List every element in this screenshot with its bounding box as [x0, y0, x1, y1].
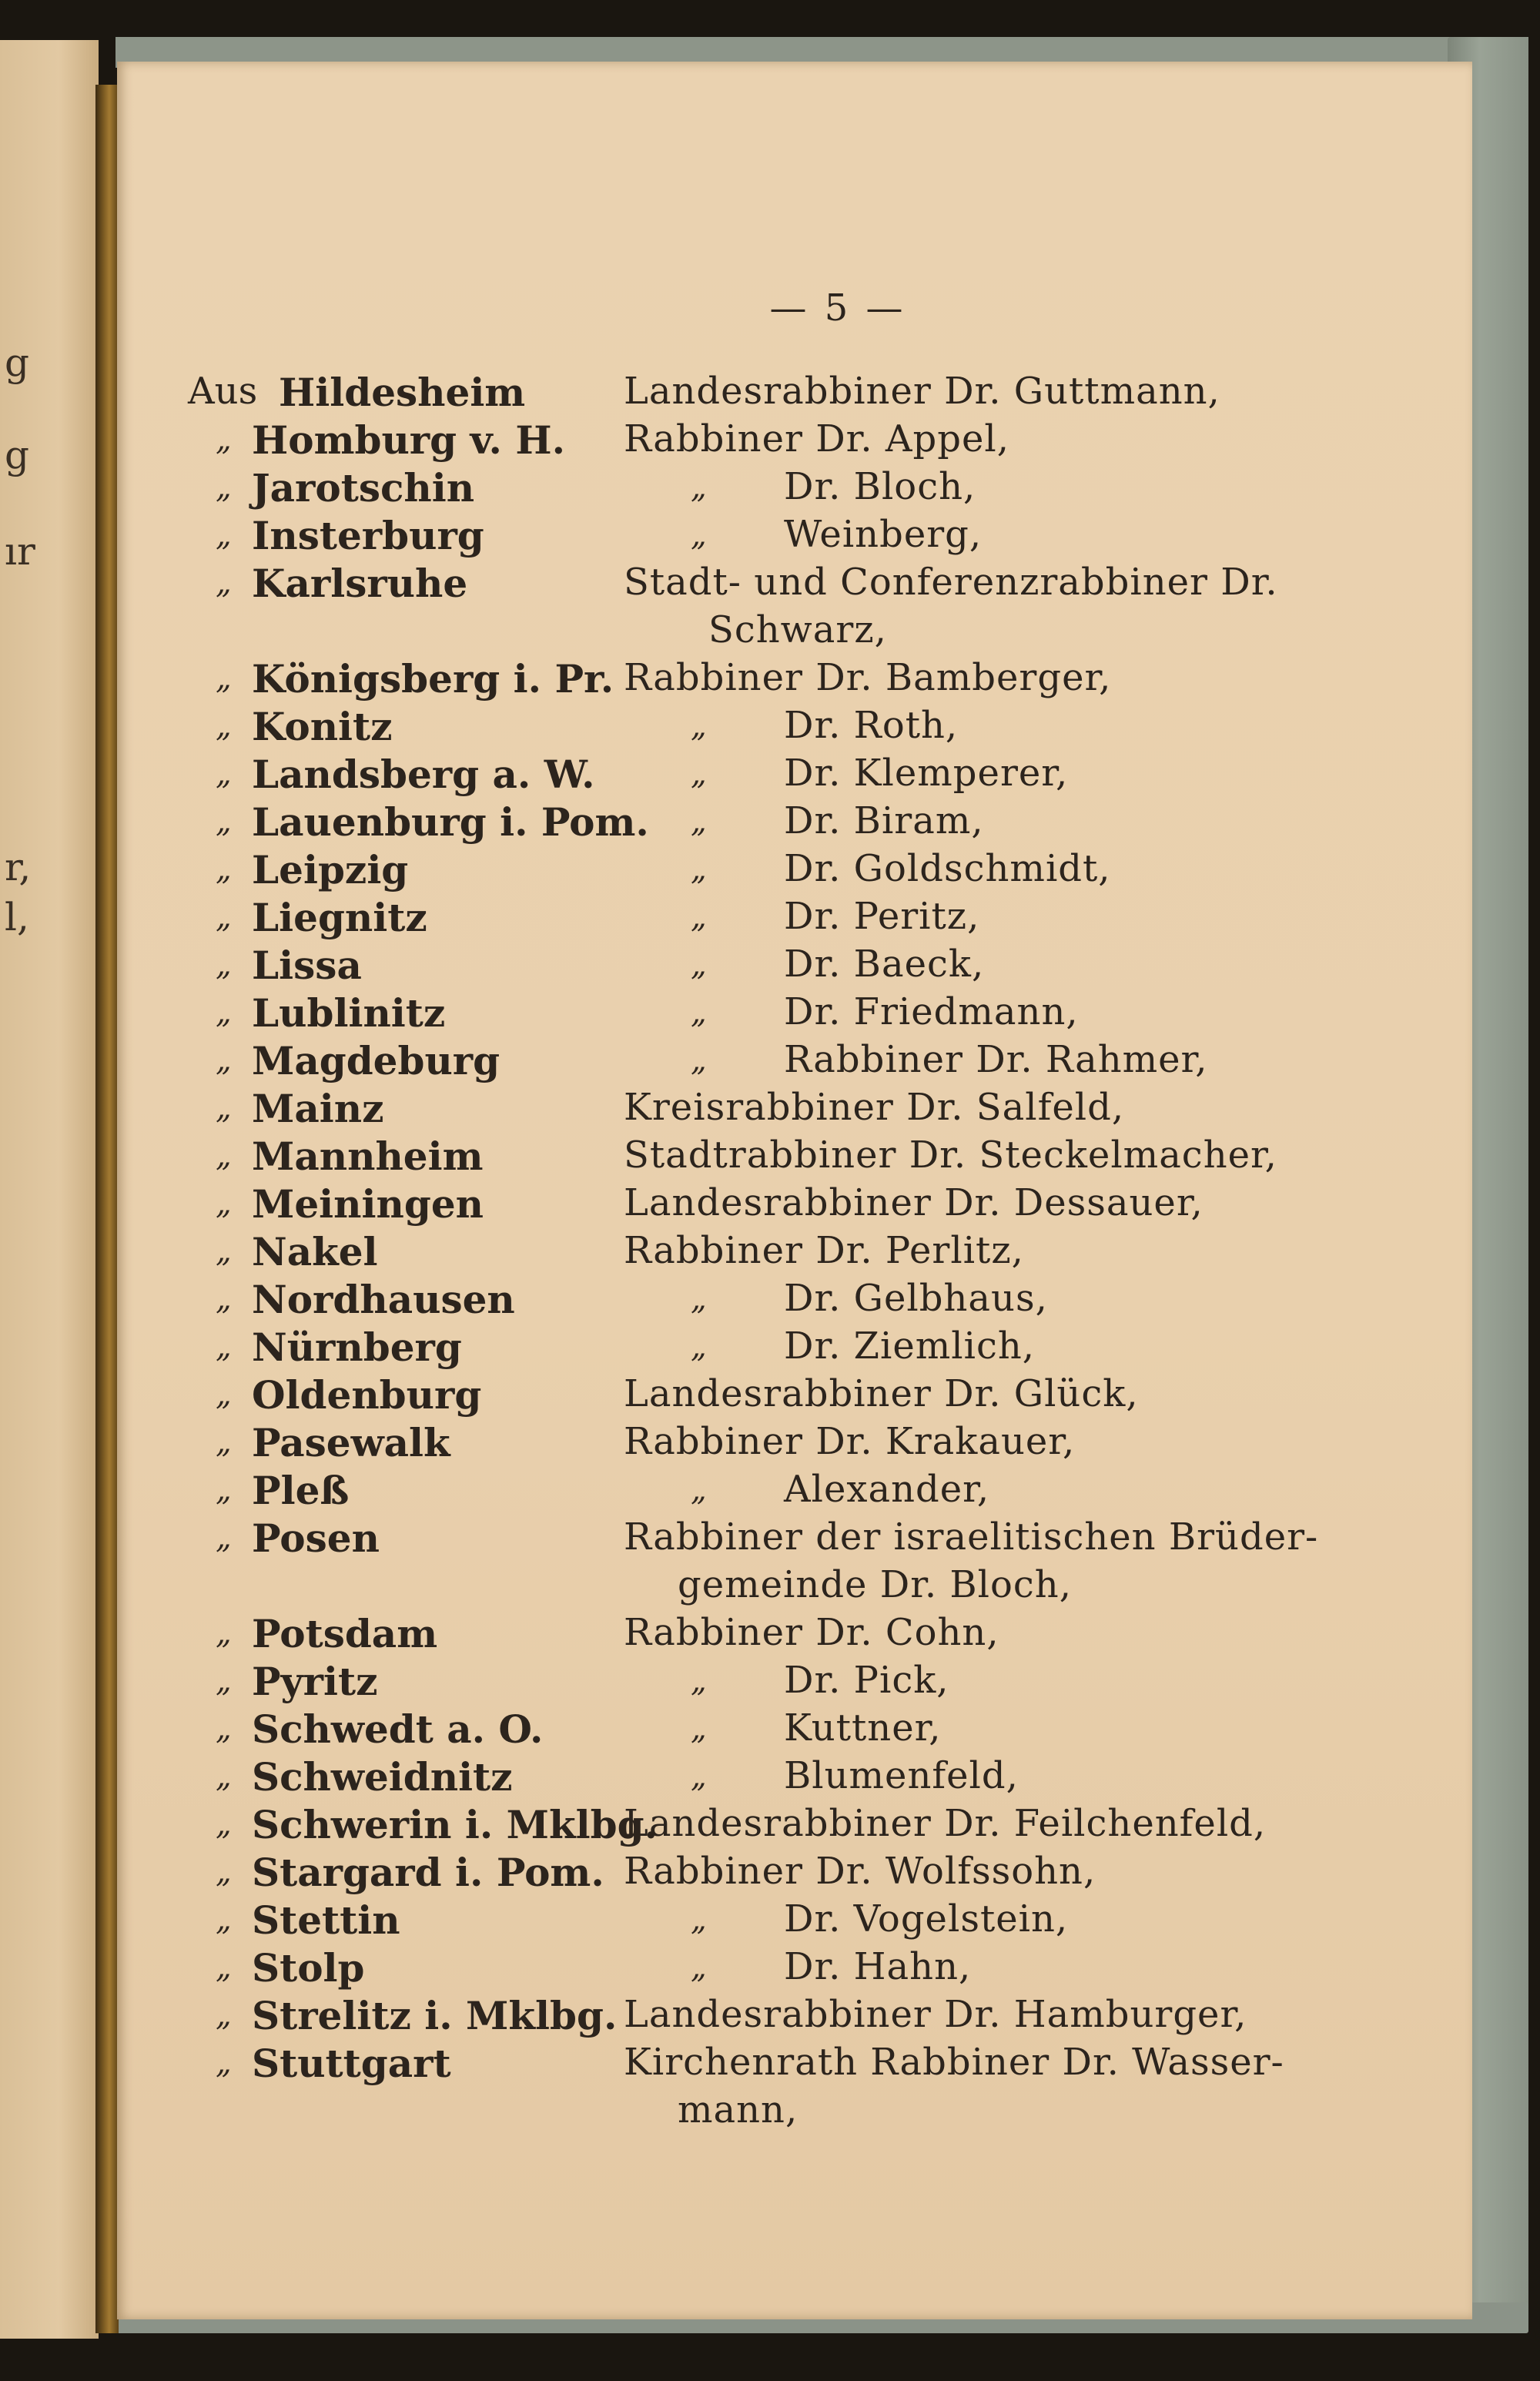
- place-name: Pleß: [252, 1468, 350, 1513]
- ditto-mark: „: [216, 852, 232, 887]
- ditto-mark: „: [216, 1234, 232, 1269]
- entry-row: [117, 1515, 1472, 1563]
- ditto-mark: „: [216, 470, 232, 505]
- entry-row: [117, 1468, 1472, 1515]
- ditto-mark: „: [216, 1090, 232, 1126]
- entry-row: [117, 1897, 1472, 1945]
- place-name: Königsberg i. Pr.: [252, 656, 614, 702]
- place-name: Nakel: [252, 1229, 378, 1274]
- place-name: Mainz: [252, 1086, 384, 1131]
- place-name: Leipzig: [252, 847, 409, 892]
- ditto-mark: „: [216, 1329, 232, 1365]
- ditto-mark: „: [216, 1138, 232, 1174]
- document-page: [117, 62, 1472, 2319]
- place-name: Pyritz: [252, 1659, 378, 1704]
- place-name: Stolp: [252, 1945, 365, 1991]
- rabbi-name: Rabbiner Dr. Bamberger,: [624, 656, 1112, 699]
- ditto-mark: „: [216, 1950, 232, 1985]
- entry-row: [117, 2041, 1472, 2088]
- ditto-mark: „: [691, 1902, 707, 1937]
- place-name: Schwedt a. O.: [252, 1706, 544, 1752]
- rabbi-name: Rabbiner Dr. Cohn,: [624, 1611, 999, 1654]
- place-name: Nürnberg: [252, 1324, 462, 1370]
- ditto-mark: „: [216, 1186, 232, 1221]
- rabbi-name: Stadt- und Conferenzrabbiner Dr.: [624, 561, 1278, 604]
- place-name: Stettin: [252, 1897, 400, 1943]
- ditto-mark: „: [691, 947, 707, 983]
- entry-row: [117, 1945, 1472, 1993]
- place-name: Liegnitz: [252, 895, 427, 940]
- rabbi-name-continuation: Schwarz,: [708, 608, 887, 651]
- left-page-fragment: ır: [5, 529, 35, 574]
- place-name: Stargard i. Pom.: [252, 1850, 604, 1895]
- ditto-mark: „: [216, 1759, 232, 1794]
- entry-row: [117, 1324, 1472, 1372]
- rabbi-name: Rabbiner der israelitischen Brüder-: [624, 1515, 1319, 1559]
- entry-row: [117, 752, 1472, 799]
- place-name: Meiningen: [252, 1181, 484, 1227]
- ditto-mark: „: [216, 804, 232, 839]
- rabbi-name: Kirchenrath Rabbiner Dr. Wasser-: [624, 2041, 1284, 2084]
- entry-row: [117, 656, 1472, 704]
- ditto-mark: „: [691, 852, 707, 887]
- ditto-mark: „: [216, 1472, 232, 1508]
- entry-row: [117, 513, 1472, 561]
- ditto-mark: „: [216, 1902, 232, 1937]
- ditto-mark: „: [216, 1281, 232, 1317]
- rabbi-name: Dr. Vogelstein,: [784, 1897, 1069, 1941]
- ditto-mark: „: [216, 947, 232, 983]
- ditto-mark: „: [691, 708, 707, 744]
- entry-row: [117, 799, 1472, 847]
- ditto-mark: „: [216, 1520, 232, 1556]
- entry-row: [117, 1611, 1472, 1659]
- rabbi-name: Dr. Roth,: [784, 704, 959, 747]
- place-name: Landsberg a. W.: [252, 752, 595, 797]
- rabbi-name: Rabbiner Dr. Krakauer,: [624, 1420, 1076, 1463]
- entry-continuation-row: [117, 1563, 1472, 1611]
- entry-row: [117, 1229, 1472, 1277]
- ditto-mark: „: [691, 995, 707, 1030]
- place-name: Nordhausen: [252, 1277, 515, 1322]
- place-name: Oldenburg: [252, 1372, 482, 1418]
- place-name: Lauenburg i. Pom.: [252, 799, 649, 845]
- entry-row: [117, 1659, 1472, 1706]
- entry-row: [117, 1181, 1472, 1229]
- ditto-mark: „: [216, 565, 232, 601]
- ditto-mark: „: [691, 1472, 707, 1508]
- rabbi-name: Dr. Baeck,: [784, 943, 985, 986]
- ditto-mark: „: [216, 1425, 232, 1460]
- rabbi-name: Dr. Klemperer,: [784, 752, 1069, 795]
- entry-row: [117, 1038, 1472, 1086]
- entry-row: [117, 990, 1472, 1038]
- ditto-mark: „: [691, 804, 707, 839]
- rabbi-name: Weinberg,: [784, 513, 983, 556]
- rabbi-name: Dr. Bloch,: [784, 465, 976, 508]
- entry-row: [117, 1850, 1472, 1897]
- entry-row: [117, 1802, 1472, 1850]
- ditto-mark: „: [216, 1377, 232, 1412]
- ditto-mark: „: [216, 1998, 232, 2033]
- rabbi-name: Landesrabbiner Dr. Feilchenfeld,: [624, 1802, 1267, 1845]
- entry-row: [117, 1372, 1472, 1420]
- rabbi-name-continuation: mann,: [678, 2088, 798, 2132]
- left-page-edge: [0, 40, 99, 2339]
- entry-row: [117, 1754, 1472, 1802]
- ditto-mark: „: [691, 1950, 707, 1985]
- place-name: Jarotschin: [252, 465, 475, 511]
- ditto-mark: „: [216, 1807, 232, 1842]
- ditto-mark: „: [216, 756, 232, 792]
- rabbi-name: Alexander,: [784, 1468, 990, 1511]
- ditto-mark: „: [216, 899, 232, 935]
- ditto-mark: „: [216, 1663, 232, 1699]
- place-name: Insterburg: [252, 513, 484, 558]
- ditto-mark: „: [691, 1711, 707, 1746]
- place-name: Mannheim: [252, 1134, 484, 1179]
- rabbi-name: Dr. Goldschmidt,: [784, 847, 1111, 890]
- rabbi-name: Landesrabbiner Dr. Glück,: [624, 1372, 1139, 1415]
- ditto-mark: „: [691, 1043, 707, 1078]
- ditto-mark: „: [691, 1663, 707, 1699]
- rabbi-name: Rabbiner Dr. Appel,: [624, 417, 1009, 460]
- entry-row: [117, 895, 1472, 943]
- rabbi-name: Rabbiner Dr. Perlitz,: [624, 1229, 1024, 1272]
- entry-row: [117, 417, 1472, 465]
- left-page-fragment: g: [5, 433, 30, 477]
- rabbi-name: Stadtrabbiner Dr. Steckelmacher,: [624, 1134, 1277, 1177]
- entry-row: [117, 370, 1472, 417]
- entry-row: [117, 1706, 1472, 1754]
- ditto-mark: „: [216, 2045, 232, 2081]
- rabbi-name: Dr. Ziemlich,: [784, 1324, 1036, 1368]
- place-name: Magdeburg: [252, 1038, 500, 1083]
- place-name: Schweidnitz: [252, 1754, 513, 1800]
- ditto-mark: „: [216, 1043, 232, 1078]
- place-name: Hildesheim: [279, 370, 526, 415]
- rabbi-name: Kreisrabbiner Dr. Salfeld,: [624, 1086, 1125, 1129]
- place-name: Posen: [252, 1515, 380, 1561]
- rabbi-name: Kuttner,: [784, 1706, 942, 1750]
- place-name: Strelitz i. Mklbg.: [252, 1993, 618, 2038]
- entry-continuation-row: [117, 608, 1472, 656]
- ditto-mark: „: [691, 1759, 707, 1794]
- ditto-mark: „: [216, 1711, 232, 1746]
- entry-row: [117, 1134, 1472, 1181]
- place-name: Potsdam: [252, 1611, 438, 1656]
- entry-row: [117, 1277, 1472, 1324]
- place-name: Karlsruhe: [252, 561, 468, 606]
- entry-continuation-row: [117, 2088, 1472, 2136]
- ditto-mark: „: [216, 708, 232, 744]
- ditto-mark: „: [216, 1854, 232, 1890]
- rabbi-name: Dr. Gelbhaus,: [784, 1277, 1048, 1320]
- rabbi-name: Dr. Friedmann,: [784, 990, 1079, 1033]
- rabbi-name: Landesrabbiner Dr. Guttmann,: [624, 370, 1220, 413]
- ditto-mark: „: [216, 422, 232, 457]
- ditto-mark: „: [216, 1616, 232, 1651]
- ditto-mark: „: [216, 517, 232, 553]
- rabbi-name: Blumenfeld,: [784, 1754, 1019, 1797]
- ditto-mark: „: [691, 470, 707, 505]
- left-page-fragment: l,: [5, 895, 29, 939]
- entry-row: [117, 704, 1472, 752]
- entry-row: [117, 1420, 1472, 1468]
- ditto-mark: „: [691, 1329, 707, 1365]
- place-name: Konitz: [252, 704, 393, 749]
- place-name: Pasewalk: [252, 1420, 450, 1465]
- ditto-mark: „: [691, 517, 707, 553]
- ditto-mark: „: [691, 1281, 707, 1317]
- entry-row: [117, 943, 1472, 990]
- rabbi-name: Rabbiner Dr. Rahmer,: [784, 1038, 1208, 1081]
- page-number: — 5 —: [769, 286, 906, 330]
- rabbi-name: Dr. Hahn,: [784, 1945, 972, 1988]
- rabbi-name: Landesrabbiner Dr. Hamburger,: [624, 1993, 1247, 2036]
- rabbi-name: Dr. Pick,: [784, 1659, 949, 1702]
- aus-label: Aus: [188, 370, 258, 413]
- place-name: Lublinitz: [252, 990, 446, 1036]
- ditto-mark: „: [691, 756, 707, 792]
- place-name: Stuttgart: [252, 2041, 451, 2086]
- ditto-mark: „: [216, 661, 232, 696]
- ditto-mark: „: [216, 995, 232, 1030]
- book-gutter: [95, 85, 119, 2333]
- entry-row: [117, 465, 1472, 513]
- rabbi-name: Dr. Peritz,: [784, 895, 980, 938]
- rabbi-name: Dr. Biram,: [784, 799, 984, 842]
- rabbi-name-continuation: gemeinde Dr. Bloch,: [678, 1563, 1072, 1606]
- entry-row: [117, 1086, 1472, 1134]
- entry-row: [117, 847, 1472, 895]
- rabbi-name: Rabbiner Dr. Wolfssohn,: [624, 1850, 1096, 1893]
- entry-row: [117, 561, 1472, 608]
- ditto-mark: „: [691, 899, 707, 935]
- place-name: Lissa: [252, 943, 362, 988]
- left-page-fragment: r,: [5, 845, 32, 889]
- place-name: Schwerin i. Mklbg.: [252, 1802, 658, 1847]
- left-page-fragment: g: [5, 340, 30, 385]
- place-name: Homburg v. H.: [252, 417, 566, 463]
- rabbi-name: Landesrabbiner Dr. Dessauer,: [624, 1181, 1204, 1224]
- entry-row: [117, 1993, 1472, 2041]
